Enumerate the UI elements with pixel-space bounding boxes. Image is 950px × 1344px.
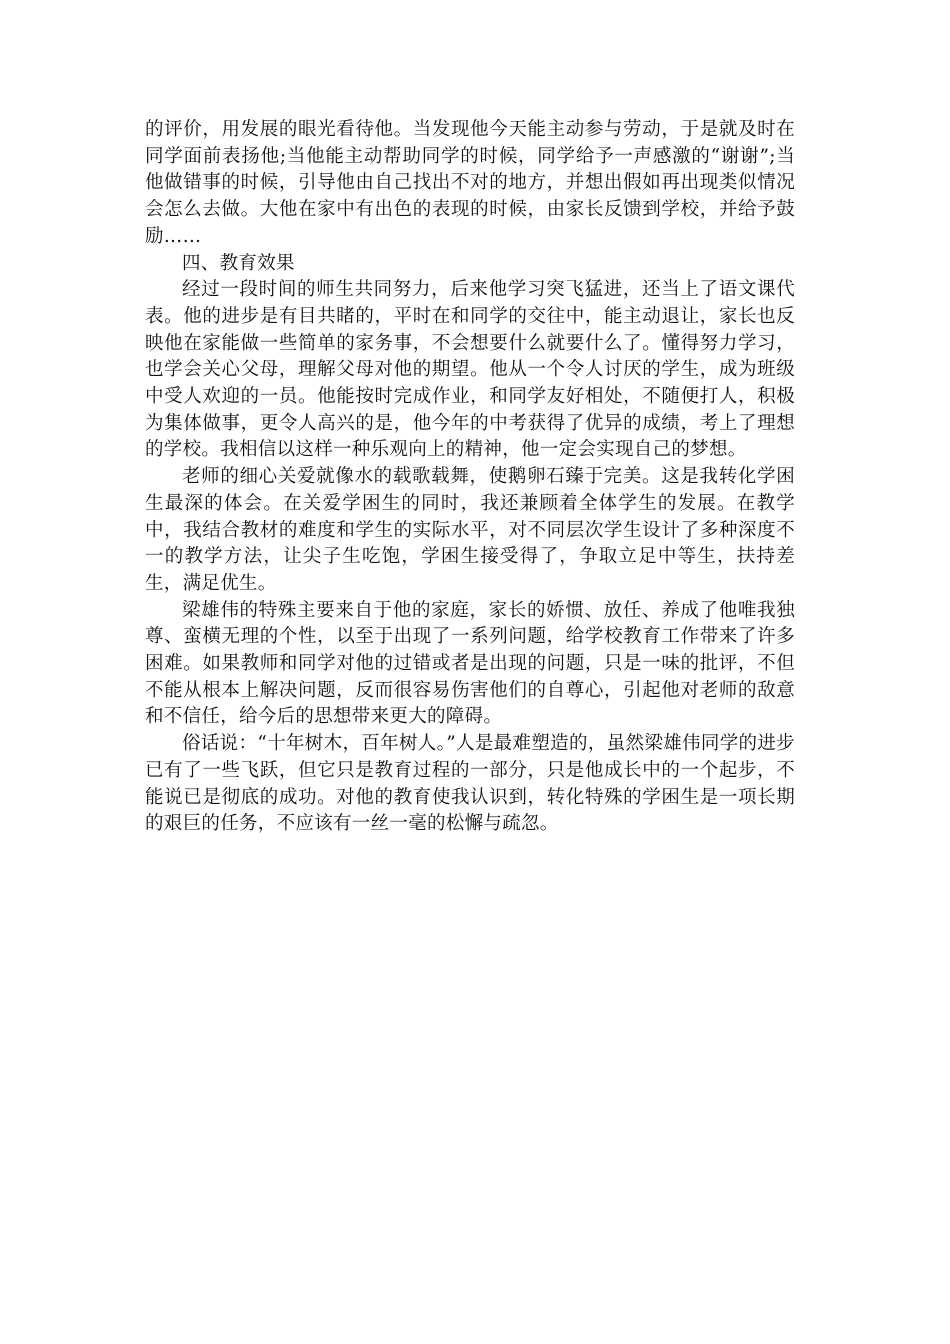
paragraph-education-effect: 经过一段时间的师生共同努力，后来他学习突飞猛进，还当上了语文课代表。他的进步是有目共睹的，平时在和同学的交往中，能主动退让，家长也反映他在家能做一些简单的家务事，不会想要什么就要什么了。懂得努力学习，也学会关心父母，理解父母对他的期望。他从一个令人讨厌的学生，成为班级中受人欢迎的一员。他能按时完成作业，和同学友好相处，不随便打人，积极为集体做事，更令人高兴的是，他今年的中考获得了优异的成绩，考上了理想的学校。我相信以这样一种乐观向上的精神，他一定会实现自己的梦想。 bbox=[145, 279, 795, 461]
paragraph-teacher-care: 老师的细心关爱就像水的载歌载舞，使鹅卵石臻于完美。这是我转化学困生最深的体会。在关爱学困生的同时，我还兼顾着全体学生的发展。在教学中，我结合教材的难度和学生的实际水平，对不同层次学生设计了多种深度不一的教学方法，让尖子生吃饱，学困生接受得了，争取立足中等生，扶持差生，满足优生。 bbox=[145, 466, 795, 594]
paragraph-family-background: 梁雄伟的特殊主要来自于他的家庭，家长的娇惯、放任、养成了他唯我独尊、蛮横无理的个性，以至于出现了一系列问题，给学校教育工作带来了许多困难。如果教师和同学对他的过错或者是出现的问题，只是一味的批评，不但不能从根本上解决问题，反而很容易伤害他们的自尊心，引起他对老师的敌意和不信任，给今后的思想带来更大的障碍。 bbox=[145, 599, 795, 728]
paragraph-conclusion: 俗话说：“十年树木，百年树人。”人是最难塑造的，虽然梁雄伟同学的进步已有了一些飞跃，但它只是教育过程的一部分，只是他成长中的一个起步，不能说已是彻底的成功。对他的教育使我认识到，转化特殊的学困生是一项长期的艰巨的任务，不应该有一丝一毫的松懈与疏忽。 bbox=[145, 733, 795, 835]
paragraph-continuation: 的评价，用发展的眼光看待他。当发现他今天能主动参与劳动，于是就及时在同学面前表扬他;当他能主动帮助同学的时候，同学给予一声感激的“谢谢”;当他做错事的时候，引导他由自己找出不对的地方，并想出假如再出现类似情况会怎么去做。大他在家中有出色的表现的时候，由家长反馈到学校，并给予鼓励…… bbox=[145, 119, 795, 247]
document-body bbox=[145, 117, 795, 838]
section-heading-education-effect: 四、教育效果 bbox=[182, 252, 295, 274]
